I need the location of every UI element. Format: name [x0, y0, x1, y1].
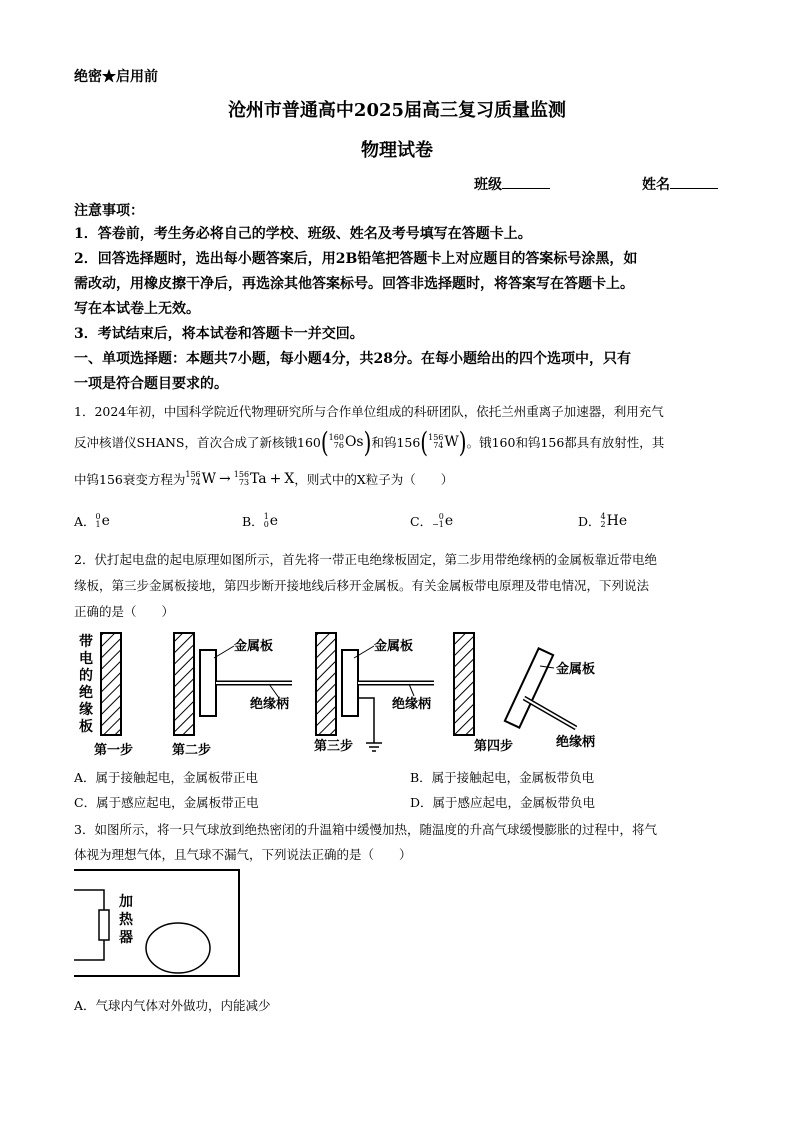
label-char: 带 — [79, 634, 93, 650]
insulator-plate-2 — [174, 633, 194, 735]
handle-label-4: 绝缘柄 — [556, 735, 596, 750]
q1-text: 1．2024年初，中国科学院近代物理研究所与合作单位组成的科研团队，依托兰州重离子加速器，利用充气 — [74, 404, 664, 419]
metal-plate-4 — [505, 648, 553, 727]
insulator-plate-3 — [316, 633, 336, 735]
label-char: 的 — [79, 668, 93, 684]
notice-item: 2．回答选择题时，选出每小题答案后，用2B铅笔把答题卡上对应题目的答案标号涂黑，如 — [74, 251, 638, 267]
q1-text-part: 反冲核谱仪SHANS，首次合成了新核锇160 — [74, 435, 321, 450]
label-char: 板 — [79, 719, 93, 735]
heater-label: 器 — [119, 930, 133, 946]
secret-label: 绝密★启用前 — [74, 69, 158, 85]
w-nuclide: ( 156 74 W ) — [420, 425, 467, 459]
insulator-plate-4 — [454, 633, 474, 735]
q3-text: 体视为理想气体，且气球不漏气，下列说法正确的是（ ） — [74, 847, 412, 862]
notice-item: 写在本试卷上无效。 — [74, 301, 200, 317]
heating-box-figure — [74, 868, 244, 980]
subject-title: 物理试卷 — [361, 140, 433, 161]
os-nuclide: ( 160 76 Os ) — [320, 425, 372, 459]
electrophorus-figure — [74, 628, 614, 758]
q1-text-line2 — [74, 425, 665, 459]
exam-title: 沧州市普通高中2025届高三复习质量监测 — [227, 100, 567, 121]
step-label-1: 第一步 — [94, 743, 134, 758]
heater-wire-bottom — [74, 940, 104, 960]
heater-icon — [99, 910, 109, 940]
metal-plate-2 — [200, 650, 216, 716]
metal-plate-3 — [342, 650, 358, 716]
insulator-plate-1 — [101, 633, 121, 735]
q2-option-a: A．属于接触起电，金属板带正电 — [74, 770, 259, 785]
q1-text-part: 。锇160和钨156都具有放射性，其 — [466, 435, 665, 450]
q1-option-d: D． 4 2 He — [578, 512, 628, 529]
section-heading-cont: 一项是符合题目要求的。 — [74, 376, 228, 392]
q2-option-b: B．属于接触起电，金属板带负电 — [410, 770, 595, 785]
q1-text-line3 — [74, 470, 453, 488]
decay-equation: 156 74 W → 156 73 Ta + X — [185, 470, 295, 487]
handle-label-2: 绝缘柄 — [250, 697, 290, 712]
q2-text: 缘板，第三步金属板接地，第四步断开接地线后移开金属板。有关金属板带电原理及带电情况，下列说法 — [74, 578, 650, 593]
q1-option-c: C． 0 −1 e — [410, 512, 454, 529]
metal-label-4: 金属板 — [556, 662, 596, 677]
balloon — [146, 923, 210, 973]
step-label-2: 第二步 — [172, 743, 212, 758]
notice-heading: 注意事项： — [74, 203, 144, 219]
metal-label-3: 金属板 — [374, 639, 414, 654]
ground-wire — [358, 698, 374, 743]
name-label: 姓名 — [642, 177, 670, 193]
step-label-4: 第四步 — [474, 739, 514, 754]
q1-text-part: 和钨156 — [371, 435, 421, 450]
handle-label-3: 绝缘柄 — [392, 697, 432, 712]
q1-text-part: 中钨156衰变方程为 — [74, 472, 186, 487]
label-char: 电 — [79, 651, 93, 667]
heater-label: 加 — [119, 894, 133, 910]
class-blank — [502, 176, 550, 189]
q2-option-d: D．属于感应起电，金属板带负电 — [410, 795, 596, 810]
q1-text-part: ，则式中的X粒子为（ ） — [294, 472, 454, 487]
label-char: 缘 — [79, 702, 93, 718]
os-iso: 160 76 — [328, 433, 344, 450]
label-char: 绝 — [79, 685, 93, 701]
arrow-icon: → — [219, 471, 231, 487]
name-blank — [670, 176, 718, 189]
q2-option-c: C．属于感应起电，金属板带正电 — [74, 795, 259, 810]
class-field — [474, 174, 550, 194]
w-iso: 156 74 — [428, 433, 444, 450]
q3-text: 3．如图所示，将一只气球放到绝热密闭的升温箱中缓慢加热，随温度的升高气球缓慢膨胀的过程中，将气 — [74, 822, 657, 837]
notice-item: 需改动，用橡皮擦干净后，再选涂其他答案标号。回答非选择题时，将答案写在答题卡上。 — [74, 276, 634, 292]
q3-option-a: A．气球内气体对外做功，内能减少 — [74, 998, 271, 1013]
q1-option-a: A． 0 1 e — [74, 512, 110, 529]
q2-text: 2．伏打起电盘的起电原理如图所示，首先将一带正电绝缘板固定，第二步用带绝缘柄的金属板靠近带电绝 — [74, 552, 657, 567]
q2-text: 正确的是（ ） — [74, 604, 175, 619]
notice-item: 1．答卷前，考生务必将自己的学校、班级、姓名及考号填写在答题卡上。 — [74, 226, 532, 242]
heater-wire-top — [74, 890, 104, 910]
metal-label-2: 金属板 — [234, 639, 274, 654]
section-heading: 一、单项选择题：本题共7小题，每小题4分，共28分。在每小题给出的四个选项中，只有 — [74, 351, 631, 367]
q1-option-b: B． 1 0 e — [242, 512, 279, 529]
step-label-3: 第三步 — [314, 739, 354, 754]
heater-label: 热 — [119, 912, 133, 928]
charged-plate-label — [79, 633, 93, 735]
notice-item: 3．考试结束后，将本试卷和答题卡一并交回。 — [74, 326, 364, 342]
name-field — [642, 174, 718, 194]
class-label: 班级 — [474, 177, 502, 193]
